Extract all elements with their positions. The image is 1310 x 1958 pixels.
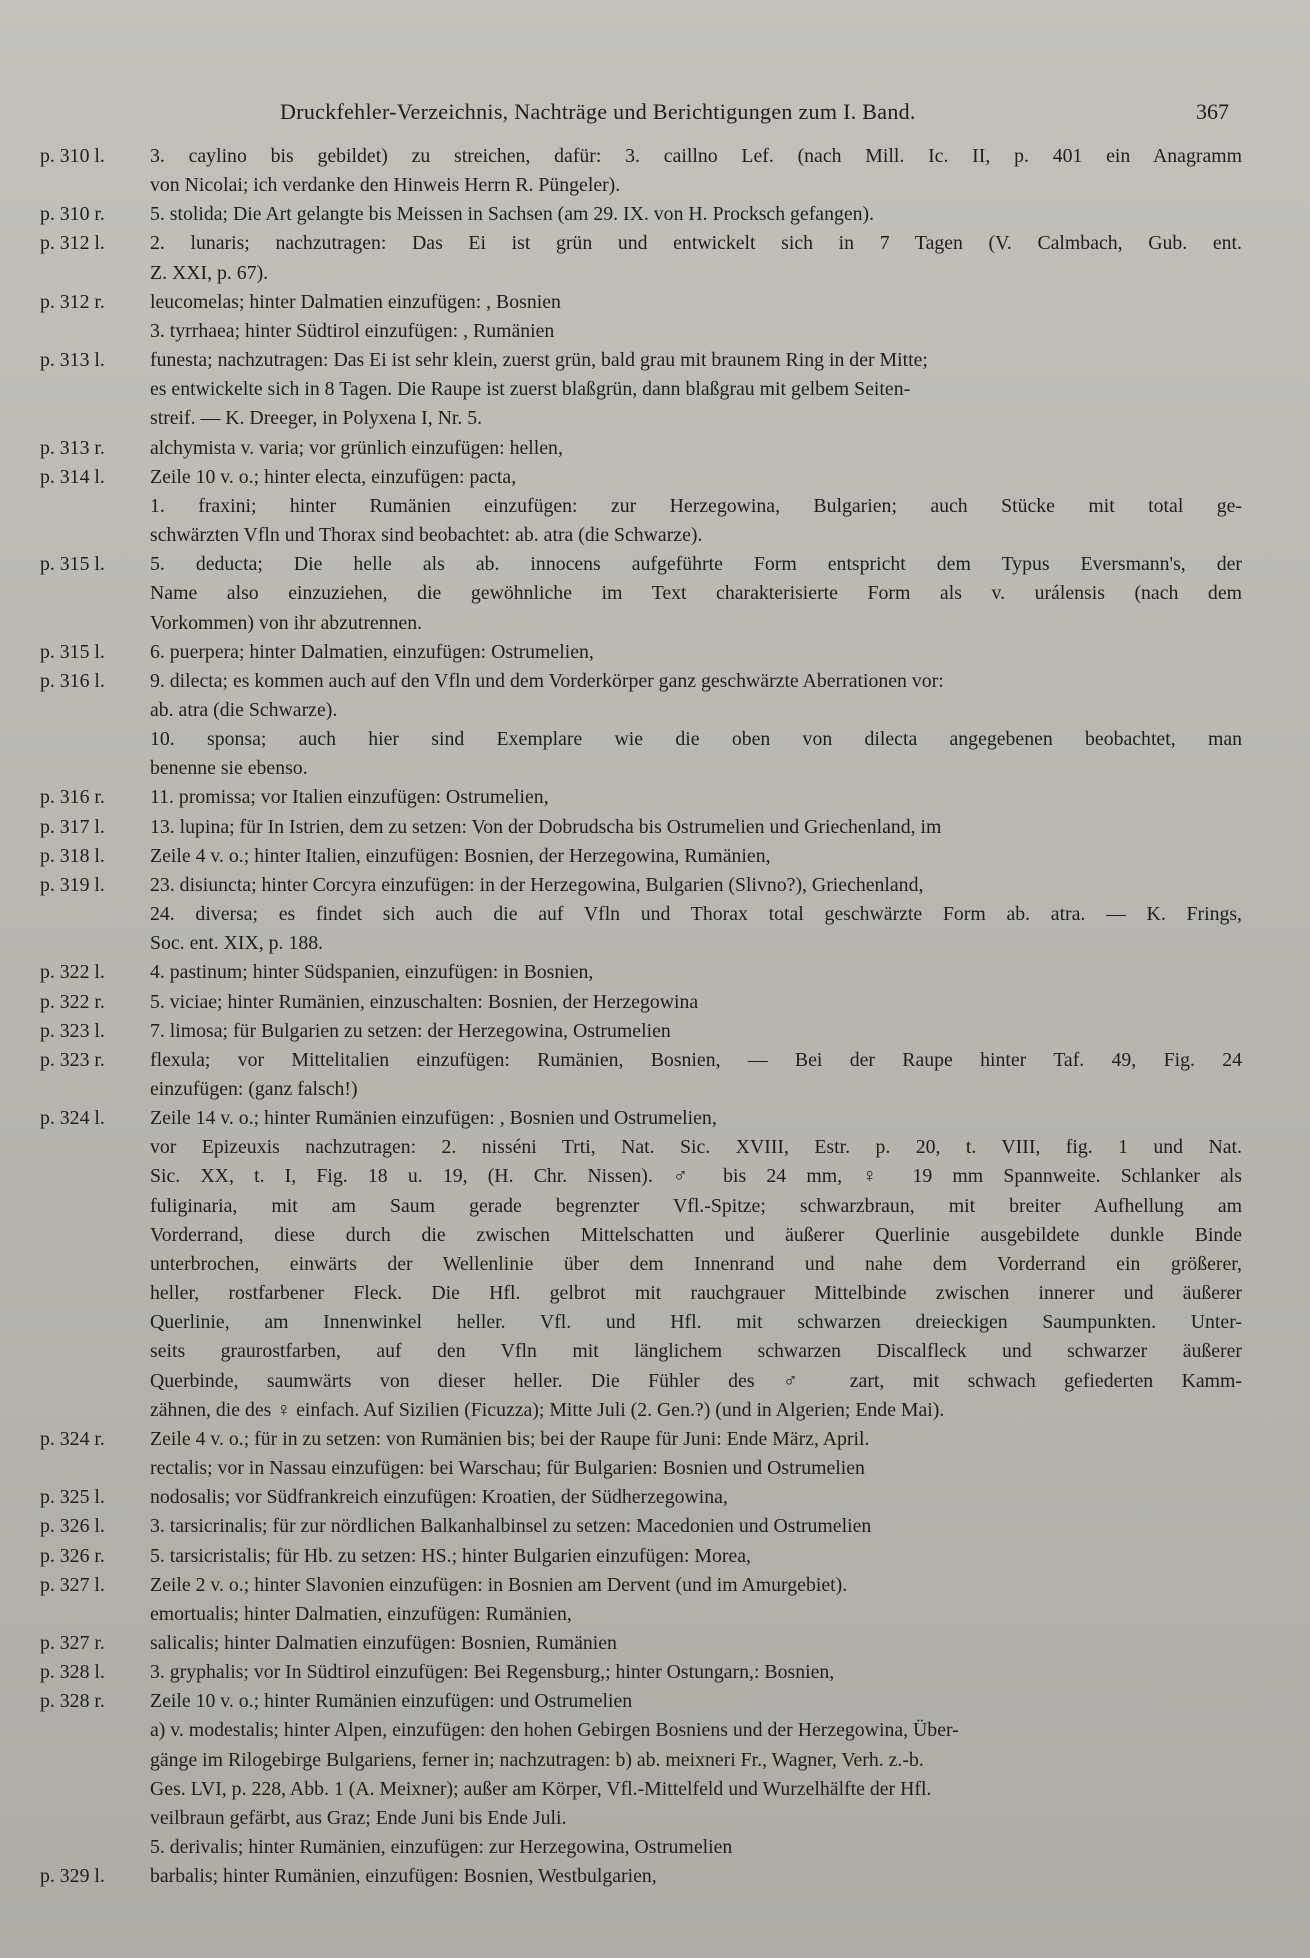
page-reference: p. 310 r. [40, 203, 105, 226]
entry-text-line: Name also einzuziehen, die gewöhnliche im Text charakterisierte Form als v. urálensis (nach dem [150, 582, 1242, 605]
page-reference: p. 319 l. [40, 873, 105, 896]
page-reference: p. 328 r. [40, 1690, 105, 1713]
errata-entry [0, 871, 1310, 958]
errata-entry [0, 958, 1310, 987]
page-reference: p. 323 r. [40, 1048, 105, 1071]
page-number: 367 [1196, 99, 1229, 124]
entry-text-line: rectalis; vor in Nassau einzufügen: bei Warschau; für Bulgarien: Bosnien und Ostrumelien [150, 1457, 865, 1480]
entry-text-line: 24. diversa; es findet sich auch die auf Vfln und Thorax total geschwärzte Form ab. atra. — K. Frings, [150, 903, 1242, 926]
entry-text-line: Zeile 4 v. o.; für in zu setzen: von Rumänien bis; bei der Raupe für Juni: Ende März, April. [150, 1427, 870, 1450]
entry-text-line: flexula; vor Mittelitalien einzufügen: Rumänien, Bosnien, — Bei der Raupe hinter Taf. 49, Fig. 24 [150, 1048, 1242, 1071]
entry-text-line: streif. — K. Dreeger, in Polyxena I, Nr. 5. [150, 407, 483, 430]
entry-text-line: 5. deducta; Die helle als ab. innocens aufgeführte Form entspricht dem Typus Eversmann's, der [150, 553, 1242, 576]
entry-text-line: 11. promissa; vor Italien einzufügen: Ostrumelien, [150, 786, 549, 809]
page-reference: p. 329 l. [40, 1865, 105, 1888]
entry-text-line: Z. XXI, p. 67). [150, 261, 269, 284]
errata-entry [0, 434, 1310, 463]
entry-text-line: einzufügen: (ganz falsch!) [150, 1078, 358, 1100]
page-reference: p. 315 l. [40, 640, 105, 663]
errata-entry [0, 229, 1310, 287]
entry-text-line: 5. viciae; hinter Rumänien, einzuschalten: Bosnien, der Herzegowina [150, 990, 699, 1013]
errata-entry [0, 638, 1310, 667]
errata-entry [0, 1629, 1310, 1658]
entry-text-line: 5. derivalis; hinter Rumänien, einzufügen: zur Herzegowina, Ostrumelien [150, 1836, 733, 1859]
errata-entry [0, 813, 1310, 842]
running-title: Druckfehler-Verzeichnis, Nachträge und Berichtigungen zum I. Band. [280, 99, 916, 124]
errata-entry [0, 1017, 1310, 1046]
entry-text-line: benenne sie ebenso. [150, 757, 308, 780]
page-reference: p. 326 l. [40, 1515, 105, 1538]
entry-text-line: barbalis; hinter Rumänien, einzufügen: Bosnien, Westbulgarien, [150, 1865, 657, 1888]
errata-entry [0, 1425, 1310, 1483]
entry-text-line: a) v. modestalis; hinter Alpen, einzufügen: den hohen Gebirgen Bosniens und der Herzegowina, Über- [150, 1719, 959, 1742]
errata-entry [0, 1571, 1310, 1629]
errata-entry [0, 1862, 1310, 1891]
entry-text-line: 2. lunaris; nachzutragen: Das Ei ist grün und entwickelt sich in 7 Tagen (V. Calmbach, Gub. ent. [150, 232, 1242, 255]
page-reference: p. 314 l. [40, 465, 105, 488]
entry-text-line: Zeile 10 v. o.; hinter Rumänien einzufügen: und Ostrumelien [150, 1690, 633, 1713]
page-reference: p. 322 r. [40, 990, 105, 1013]
entry-text-line: fuliginaria, mit am Saum gerade begrenzter Vfl.-Spitze; schwarzbraun, mit breiter Aufhellung am [150, 1194, 1242, 1217]
errata-entry [0, 988, 1310, 1017]
page-reference: p. 324 r. [40, 1427, 105, 1450]
entry-text-line: von Nicolai; ich verdanke den Hinweis Herrn R. Püngeler). [150, 174, 621, 197]
page-reference: p. 317 l. [40, 815, 105, 838]
entry-text-line: funesta; nachzutragen: Das Ei ist sehr klein, zuerst grün, bald grau mit braunem Ring in der Mitte; [150, 349, 928, 372]
page-reference: p. 316 l. [40, 669, 105, 692]
page-reference: p. 328 l. [40, 1661, 105, 1684]
entry-text-line: 7. limosa; für Bulgarien zu setzen: der Herzegowina, Ostrumelien [150, 1019, 671, 1042]
entry-text-line: Zeile 14 v. o.; hinter Rumänien einzufügen: , Bosnien und Ostrumelien, [150, 1107, 717, 1130]
entry-text-line: 5. tarsicristalis; für Hb. zu setzen: HS.; hinter Bulgarien einzufügen: Morea, [150, 1544, 751, 1567]
errata-entry [0, 1512, 1310, 1541]
entry-text-line: seits graurostfarben, auf den Vfln mit länglichem schwarzen Discalfleck und schwarzer äußerer [150, 1340, 1242, 1363]
entry-text-line: 3. tyrrhaea; hinter Südtirol einzufügen: , Rumänien [150, 319, 555, 342]
entry-text-line: 13. lupina; für In Istrien, dem zu setzen: Von der Dobrudscha bis Ostrumelien und Griechenland, im [150, 815, 942, 838]
page-reference: p. 313 l. [40, 349, 105, 372]
page-reference: p. 312 r. [40, 290, 105, 313]
page-reference: p. 327 r. [40, 1631, 105, 1654]
entry-text-line: Vorderrand, diese durch die zwischen Mittelschatten und äußerer Querlinie ausgebildete dunkle Binde [150, 1223, 1242, 1246]
entry-text-line: Querbinde, saumwärts von dieser heller. Die Fühler des ♂ zart, mit schwach gefiederten Kamm- [150, 1369, 1242, 1392]
entry-text-line: heller, rostfarbener Fleck. Die Hfl. gelbrot mit rauchgrauer Mittelbinde zwischen innerer und äußerer [150, 1282, 1242, 1305]
entry-text-line: 3. tarsicrinalis; für zur nördlichen Balkanhalbinsel zu setzen: Macedonien und Ostrumelien [150, 1515, 872, 1538]
entry-text-line: 3. gryphalis; vor In Südtirol einzufügen: Bei Regensburg,; hinter Ostungarn,: Bosnien, [150, 1661, 835, 1684]
entry-text-line: salicalis; hinter Dalmatien einzufügen: Bosnien, Rumänien [150, 1631, 617, 1654]
entry-text-line: es entwickelte sich in 8 Tagen. Die Raupe ist zuerst blaßgrün, dann blaßgrau mit gelbem Seiten- [150, 378, 911, 401]
entry-text-line: vor Epizeuxis nachzutragen: 2. nisséni Trti, Nat. Sic. XVIII, Estr. p. 20, t. VIII, fig. 1 und Nat. [150, 1136, 1242, 1159]
page-reference: p. 315 l. [40, 553, 105, 576]
page-reference: p. 313 r. [40, 436, 105, 459]
entry-text-line: 6. puerpera; hinter Dalmatien, einzufügen: Ostrumelien, [150, 640, 594, 663]
entry-text-line: 3. caylino bis gebildet) zu streichen, dafür: 3. caillno Lef. (nach Mill. Ic. II, p. 401 ein Anagramm [150, 145, 1242, 167]
entry-text-line: alchymista v. varia; vor grünlich einzufügen: hellen, [150, 436, 563, 459]
page-reference: p. 324 l. [40, 1107, 105, 1130]
errata-entry [0, 1687, 1310, 1862]
errata-entry [0, 1046, 1310, 1104]
page-reference: p. 326 r. [40, 1544, 105, 1567]
page-reference: p. 327 l. [40, 1573, 105, 1596]
entry-text-line: veilbraun gefärbt, aus Graz; Ende Juni bis Ende Juli. [150, 1806, 567, 1829]
errata-entry [0, 200, 1310, 229]
entry-text-line: 10. sponsa; auch hier sind Exemplare wie die oben von dilecta angegebenen beobachtet, man [150, 728, 1242, 751]
entry-text-line: gänge im Rilogebirge Bulgariens, ferner in; nachzutragen: b) ab. meixneri Fr., Wagner, Verh. z.-b. [150, 1748, 924, 1771]
entry-text-line: Sic. XX, t. I, Fig. 18 u. 19, (H. Chr. Nissen). ♂ bis 24 mm, ♀ 19 mm Spannweite. Schlanker als [150, 1165, 1242, 1188]
entry-text-line: 1. fraxini; hinter Rumänien einzufügen: zur Herzegowina, Bulgarien; auch Stücke mit total ge- [150, 494, 1242, 517]
entry-text-line: unterbrochen, einwärts der Wellenlinie über dem Innenrand und nahe dem Vorderrand ein größerer, [150, 1252, 1242, 1275]
errata-entry [0, 463, 1310, 550]
entry-text-line: 23. disiuncta; hinter Corcyra einzufügen: in der Herzegowina, Bulgarien (Slivno?), Griechenland, [150, 873, 924, 896]
page-reference: p. 316 r. [40, 786, 105, 809]
entry-text-line: nodosalis; vor Südfrankreich einzufügen: Kroatien, der Südherzegowina, [150, 1486, 728, 1509]
errata-entry [0, 1658, 1310, 1687]
errata-entry [0, 667, 1310, 784]
entry-text-line: ab. atra (die Schwarze). [150, 698, 338, 721]
page-header [0, 92, 1310, 132]
errata-entry [0, 1104, 1310, 1425]
entry-text-line: emortualis; hinter Dalmatien, einzufügen: Rumänien, [150, 1602, 572, 1625]
entry-text-line: schwärzten Vfln und Thorax sind beobachtet: ab. atra (die Schwarze). [150, 524, 703, 547]
errata-list [0, 142, 1310, 1891]
entry-text-line: Ges. LVI, p. 228, Abb. 1 (A. Meixner); außer am Körper, Vfl.-Mittelfeld und Wurzelhälfte der Hfl. [150, 1777, 932, 1800]
entry-text-line: zähnen, die des ♀ einfach. Auf Sizilien (Ficuzza); Mitte Juli (2. Gen.?) (und in Algerien; Ende Mai). [150, 1398, 945, 1421]
errata-entry [0, 346, 1310, 433]
page-reference: p. 318 l. [40, 844, 105, 867]
entry-text-line: Zeile 2 v. o.; hinter Slavonien einzufügen: in Bosnien am Dervent (und im Amurgebiet). [150, 1573, 848, 1596]
page-reference: p. 312 l. [40, 232, 105, 255]
entry-text-line: 5. stolida; Die Art gelangte bis Meissen in Sachsen (am 29. IX. von H. Procksch gefangen). [150, 203, 875, 226]
errata-entry [0, 842, 1310, 871]
entry-text-line: Soc. ent. XIX, p. 188. [150, 932, 324, 955]
errata-entry [0, 288, 1310, 346]
entry-text-line: Querlinie, am Innenwinkel heller. Vfl. und Hfl. mit schwarzen dreieckigen Saumpunkten. Unter- [150, 1311, 1242, 1334]
page-reference: p. 322 l. [40, 961, 105, 984]
errata-entry [0, 142, 1310, 200]
entry-text-line: leucomelas; hinter Dalmatien einzufügen: , Bosnien [150, 290, 561, 313]
entry-text-line: 9. dilecta; es kommen auch auf den Vfln und dem Vorderkörper ganz geschwärzte Aberrationen vor: [150, 669, 944, 692]
entry-text-line: 4. pastinum; hinter Südspanien, einzufügen: in Bosnien, [150, 961, 594, 984]
page-reference: p. 325 l. [40, 1486, 105, 1509]
errata-entry [0, 783, 1310, 812]
entry-text-line: Vorkommen) von ihr abzutrennen. [150, 611, 423, 634]
errata-entry [0, 1542, 1310, 1571]
entry-text-line: Zeile 10 v. o.; hinter electa, einzufügen: pacta, [150, 465, 517, 488]
page-reference: p. 310 l. [40, 145, 105, 167]
errata-entry [0, 550, 1310, 637]
errata-entry [0, 1483, 1310, 1512]
entry-text-line: Zeile 4 v. o.; hinter Italien, einzufügen: Bosnien, der Herzegowina, Rumänien, [150, 844, 771, 867]
page-reference: p. 323 l. [40, 1019, 105, 1042]
